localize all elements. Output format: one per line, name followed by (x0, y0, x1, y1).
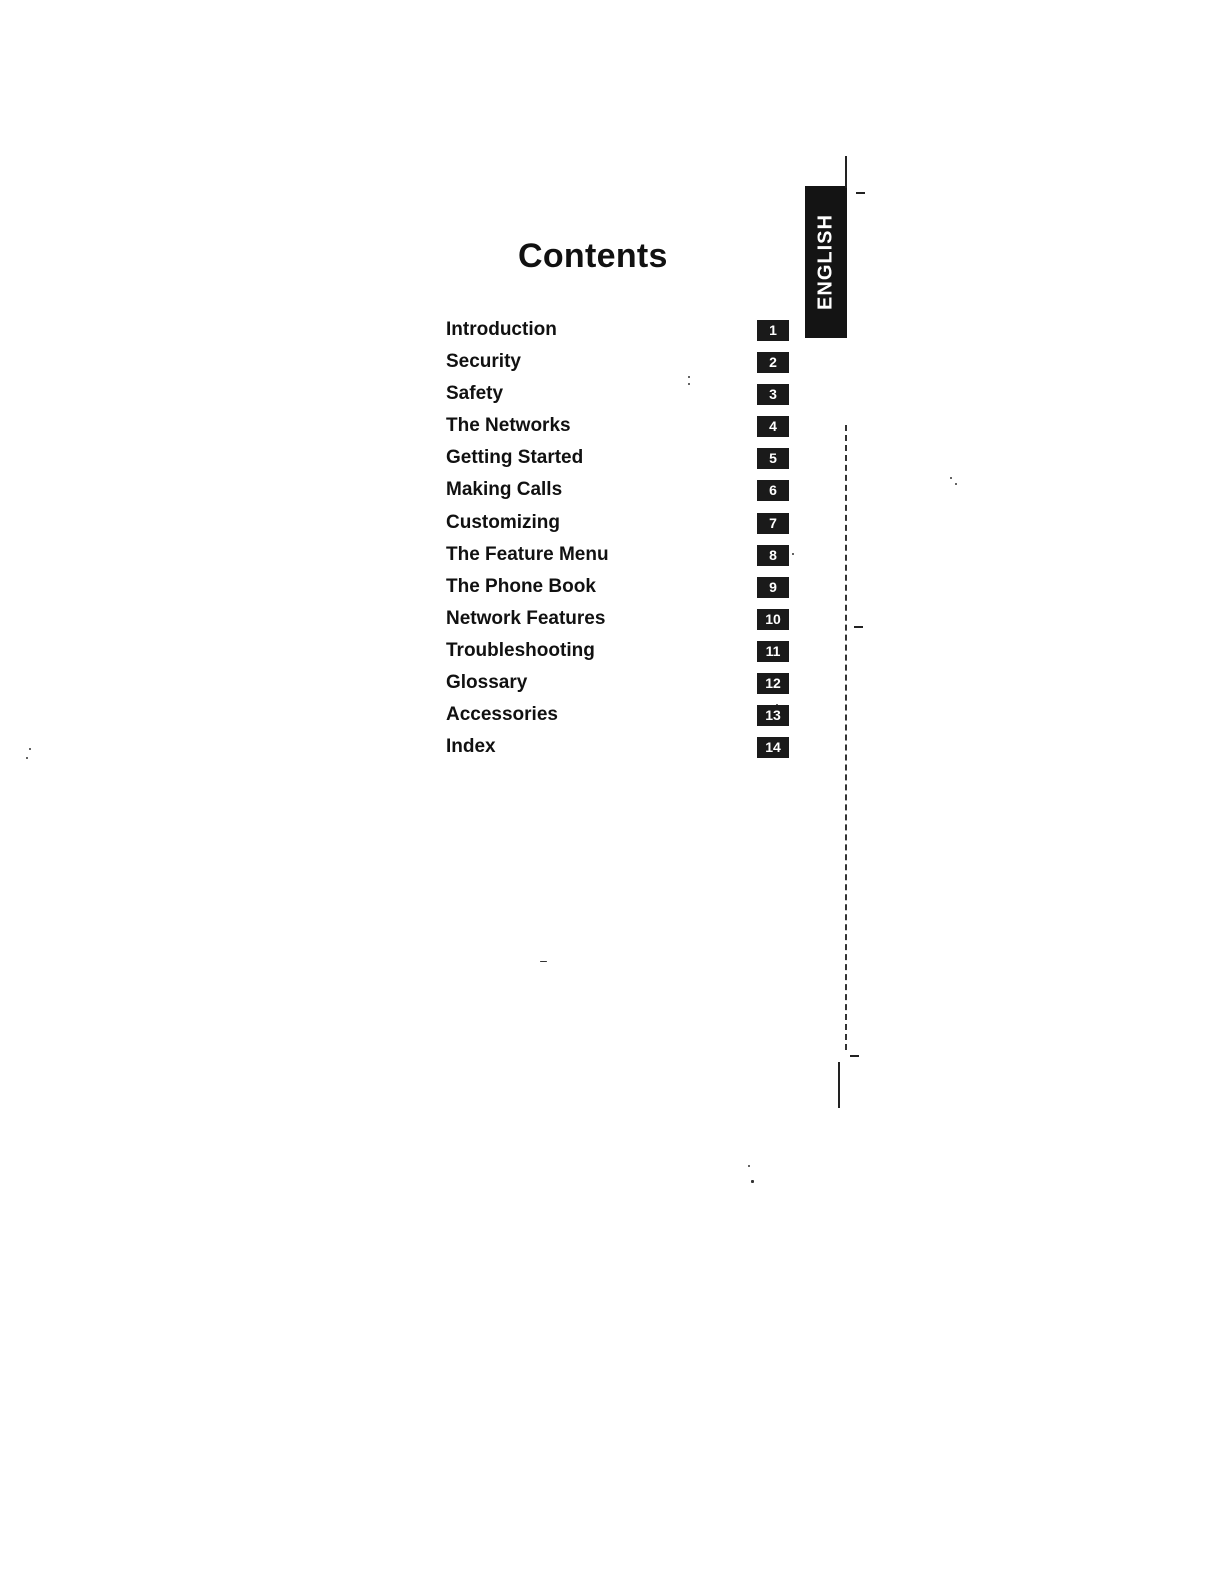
section-number-badge: 9 (757, 577, 789, 598)
section-number-badge: 7 (757, 513, 789, 534)
toc-label: Introduction (446, 319, 557, 340)
toc-entry-the-networks[interactable] (446, 412, 792, 444)
toc-entry-accessories[interactable] (446, 701, 792, 733)
toc-label: Accessories (446, 704, 558, 726)
margin-tick (856, 192, 865, 194)
section-number-badge: 2 (757, 352, 789, 373)
section-number-badge: 10 (757, 609, 789, 630)
toc-entry-the-phone-book[interactable] (446, 573, 792, 605)
section-number-badge: 8 (757, 545, 789, 566)
section-number-badge: 6 (757, 480, 789, 501)
toc-label: Making Calls (446, 479, 563, 501)
language-tab-label: ENGLISH (814, 214, 837, 310)
toc-label: Glossary (446, 672, 528, 694)
scan-speck (29, 748, 31, 750)
toc-entry-customizing[interactable] (446, 509, 792, 541)
toc-label: Network Features (446, 607, 606, 629)
toc-entry-network-features[interactable] (446, 605, 792, 637)
language-tab (805, 186, 847, 338)
toc-entry-getting-started[interactable] (446, 444, 792, 476)
section-number-badge: 4 (757, 416, 789, 437)
section-number-badge: 14 (757, 737, 789, 758)
margin-tick (854, 626, 863, 628)
scan-speck (748, 1165, 750, 1167)
margin-rule-top (845, 156, 847, 188)
toc-entry-index[interactable] (446, 733, 792, 765)
toc-entry-introduction[interactable] (446, 316, 792, 348)
toc-label: Troubleshooting (446, 639, 595, 661)
toc-entry-the-feature-menu[interactable] (446, 541, 792, 573)
toc-label: Getting Started (446, 447, 584, 469)
toc-entry-making-calls[interactable] (446, 476, 792, 508)
toc-label: Index (446, 736, 496, 758)
scan-speck (792, 553, 794, 555)
toc-label: The Networks (446, 415, 571, 437)
toc-label: The Feature Menu (446, 543, 609, 565)
toc-label: Security (446, 351, 521, 373)
scan-speck (955, 483, 957, 485)
margin-tick (850, 1055, 859, 1057)
toc-entry-safety[interactable] (446, 380, 792, 412)
table-of-contents (446, 316, 792, 765)
toc-label: Customizing (446, 511, 560, 533)
page-title: Contents (518, 237, 668, 275)
scan-speck (751, 1180, 754, 1183)
section-number-badge: 3 (757, 384, 789, 405)
toc-entry-security[interactable] (446, 348, 792, 380)
scan-speck (950, 477, 952, 479)
toc-label: Safety (446, 383, 504, 405)
margin-rule-bottom (838, 1062, 840, 1108)
scan-speck (540, 961, 547, 962)
toc-entry-glossary[interactable] (446, 669, 792, 701)
scan-speck (26, 757, 28, 759)
toc-label: The Phone Book (446, 575, 596, 597)
section-number-badge: 12 (757, 673, 789, 694)
section-number-badge: 5 (757, 448, 789, 469)
section-number-badge: 11 (757, 641, 789, 662)
margin-rule-dashed (845, 425, 847, 1050)
section-number-badge: 1 (757, 320, 789, 341)
section-number-badge: 13 (757, 705, 789, 726)
toc-entry-troubleshooting[interactable] (446, 637, 792, 669)
